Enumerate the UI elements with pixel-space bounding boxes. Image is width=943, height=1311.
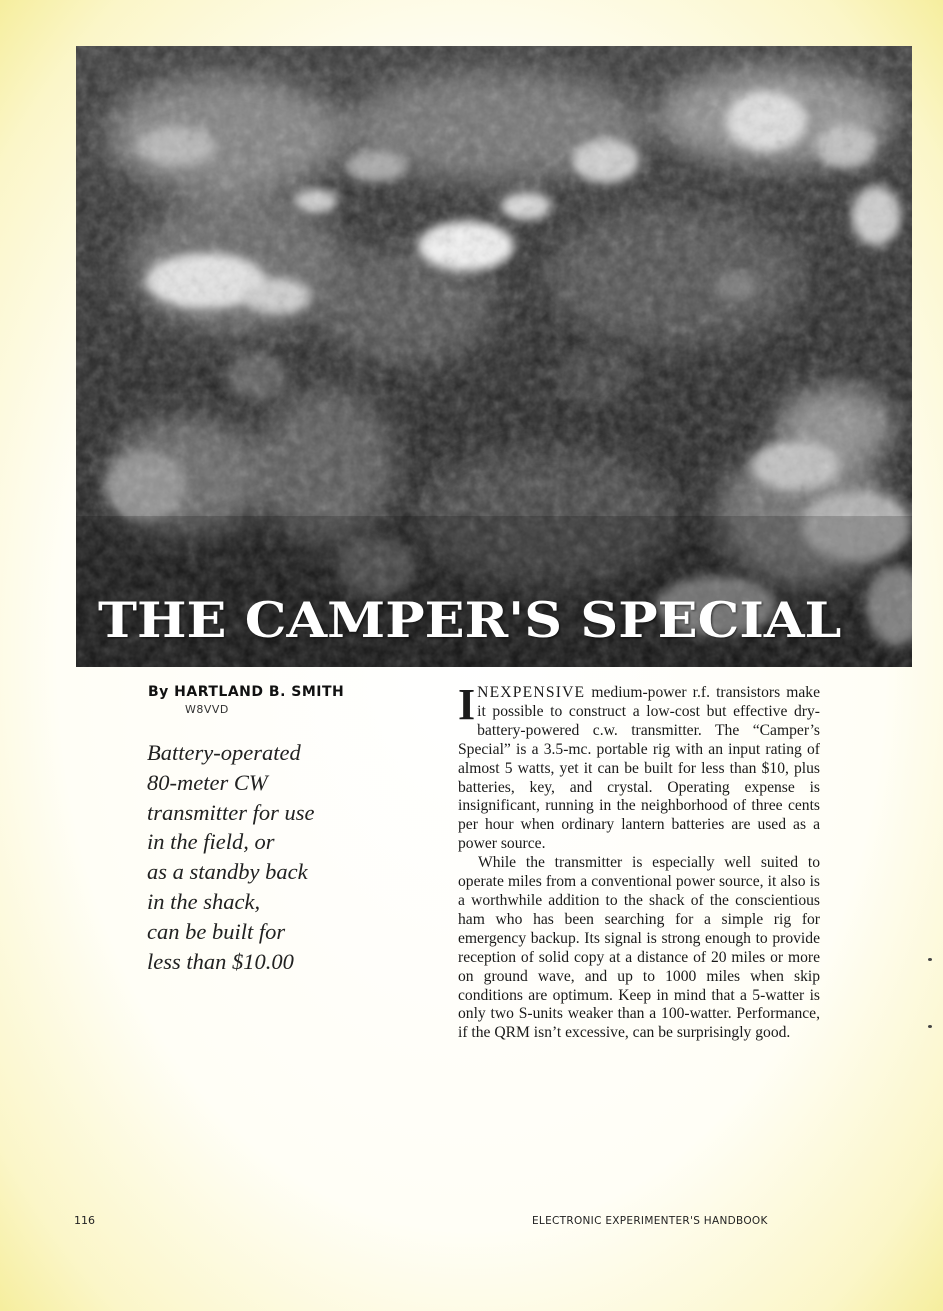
author-byline: By HARTLAND B. SMITH bbox=[148, 684, 345, 700]
deck-line: in the shack, bbox=[147, 888, 261, 914]
lead-in-word: NEXPENSIVE bbox=[477, 684, 586, 701]
article-title: THE CAMPER'S SPECIAL bbox=[98, 591, 842, 649]
body-paragraph bbox=[458, 680, 820, 854]
body-paragraph: While the transmitter is especially well suited to operate miles from a conventional power source, it also is a worthwhile addition to the shack of the conscientious ham who has been searching for a simple rig for emergency backup. Its signal is strong enough to provide reception of solid copy at a distance of 20 miles or more on ground wave, and up to 1000 miles when skip conditions are optimum. Keep in mind that a 5-watter is only two S-units weaker than a 100-watter. Performance, if the QRM isn’t excessive, can be surprisingly good. bbox=[458, 854, 820, 1042]
page-number: 116 bbox=[74, 1214, 95, 1227]
article-body bbox=[458, 680, 820, 1043]
drop-cap: I bbox=[458, 680, 476, 729]
running-footer: ELECTRONIC EXPERIMENTER'S HANDBOOK bbox=[532, 1215, 768, 1227]
article-deck bbox=[147, 738, 407, 976]
deck-line: transmitter for use bbox=[147, 799, 315, 825]
print-speck bbox=[928, 1025, 932, 1028]
deck-line: 80-meter CW bbox=[147, 769, 268, 795]
deck-line: Battery-operated bbox=[147, 740, 301, 765]
print-speck bbox=[928, 958, 932, 961]
header-photo bbox=[76, 46, 912, 667]
deck-line: less than $10.00 bbox=[147, 948, 294, 974]
paragraph-text: medium-power r.f. transistors make it possible to construct a low-cost but effective dry-battery-powered c.w. transmitter. The “Camper’s Special” is a 3.5-mc. portable rig with an input rating of almost 5 watts, yet it can be built for less than $10, plus batteries, key, and crystal. Operating expense is insignificant, running in the neighborhood of three cents per hour when ordinary lantern batteries are used as a power source. bbox=[458, 684, 820, 853]
deck-line: can be built for bbox=[147, 918, 286, 944]
deck-line: as a standby back bbox=[147, 859, 308, 885]
foliage-photo-image bbox=[76, 46, 912, 667]
deck-line: in the field, or bbox=[147, 829, 275, 855]
author-callsign: W8VVD bbox=[185, 703, 229, 716]
